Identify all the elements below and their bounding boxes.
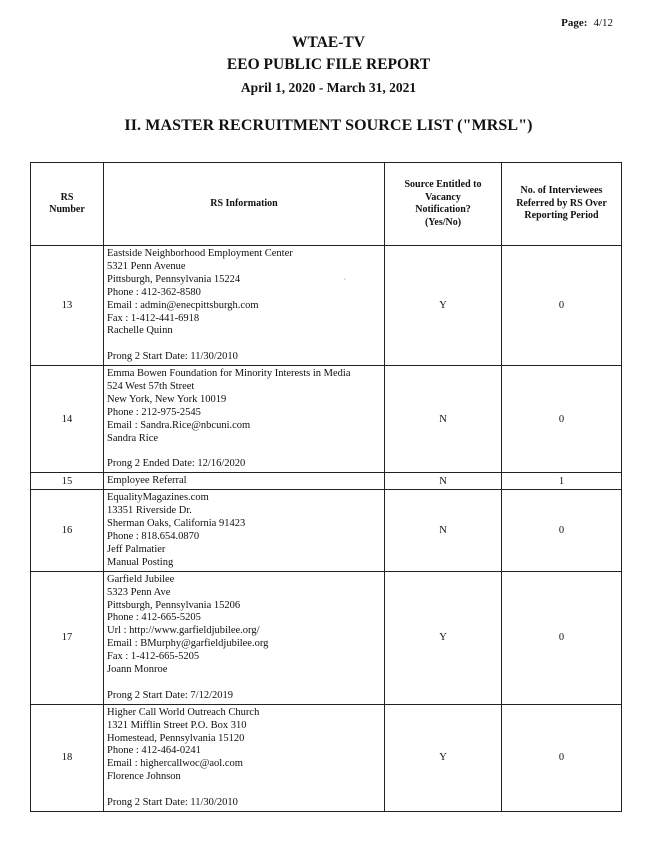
rs-info-line: 1321 Mifflin Street P.O. Box 310 — [107, 719, 247, 731]
blank-line — [107, 784, 381, 797]
col-interviewees — [502, 163, 622, 246]
col-interviewees-label: No. of Interviewees Referred by RS Over Reporting Period — [516, 185, 607, 222]
interviewees-cell: 0 — [502, 571, 622, 704]
rs-info-line: 13351 Riverside Dr. — [107, 505, 192, 517]
section-title: II. MASTER RECRUITMENT SOURCE LIST ("MRSL") — [124, 117, 533, 134]
rs-information-cell — [104, 704, 385, 811]
col-source-entitled — [385, 163, 502, 246]
rs-number-cell: 18 — [31, 704, 104, 811]
rs-info-line: Phone : 412-362-8580 — [107, 286, 201, 298]
rs-info-line: Employee Referral — [107, 475, 187, 487]
col-rs-number-label: RS Number — [49, 191, 85, 215]
rs-info-line: EqualityMagazines.com — [107, 492, 209, 504]
rs-info-line: 5321 Penn Avenue — [107, 260, 186, 272]
mrsl-table — [30, 162, 622, 812]
rs-information-cell — [104, 366, 385, 473]
table-row — [31, 704, 622, 811]
table-row — [31, 246, 622, 366]
rs-info-line: Jeff Palmatier — [107, 543, 166, 555]
rs-info-line: Phone : 818.654.0870 — [107, 531, 200, 542]
rs-info-line: Garfield Jubilee — [107, 573, 175, 585]
rs-information-cell — [104, 246, 385, 366]
blank-line — [107, 446, 381, 459]
table-row — [31, 366, 622, 473]
scan-mark: ` — [343, 278, 347, 289]
rs-info-line: Higher Call World Outreach Church — [107, 706, 260, 718]
entitled-cell: Y — [385, 246, 502, 366]
table-row — [31, 571, 622, 704]
rs-info-line: Eastside Neighborhood Employment Center — [107, 248, 293, 259]
blank-line — [107, 677, 381, 690]
page-number-label: Page: — [561, 17, 588, 29]
rs-info-line: Fax : 1-412-441-6918 — [107, 312, 200, 324]
table-row — [31, 490, 622, 571]
rs-number-cell: 15 — [31, 473, 104, 490]
rs-info-line: Pittsburgh, Pennsylvania 15206 — [107, 599, 241, 611]
rs-info-line: Prong 2 Start Date: 7/12/2019 — [107, 689, 233, 701]
rs-info-line: Phone : 412-464-0241 — [107, 745, 201, 757]
interviewees-cell: 0 — [502, 490, 622, 571]
rs-info-line: Sherman Oaks, California 91423 — [107, 518, 246, 530]
rs-info-line: Email : admin@enecpittsburgh.com — [107, 299, 259, 311]
col-rs-information: RS Information — [104, 163, 385, 246]
interviewees-cell: 0 — [502, 246, 622, 366]
rs-info-line: Florence Johnson — [107, 771, 181, 783]
table-header-row — [31, 163, 622, 246]
report-period: April 1, 2020 - March 31, 2021 — [240, 80, 417, 95]
rs-info-line: Homestead, Pennsylvania 15120 — [107, 732, 245, 744]
rs-number-cell: 16 — [31, 490, 104, 571]
station-title: WTAE-TV — [292, 34, 365, 51]
rs-info-line: 5323 Penn Ave — [107, 586, 171, 598]
page-number — [561, 17, 613, 29]
rs-info-line: Prong 2 Start Date: 11/30/2010 — [107, 351, 238, 363]
table-row — [31, 473, 622, 490]
col-source-entitled-label: Source Entitled to Vacancy Notification? (Yes/No) — [404, 179, 482, 228]
rs-info-line: Pittsburgh, Pennsylvania 15224 — [107, 273, 241, 285]
interviewees-cell: 1 — [502, 473, 622, 490]
rs-info-line: Rachelle Quinn — [107, 325, 173, 337]
rs-number-cell: 14 — [31, 366, 104, 473]
entitled-cell: Y — [385, 571, 502, 704]
entitled-cell: N — [385, 366, 502, 473]
rs-info-line: Emma Bowen Foundation for Minority Interests in Media — [107, 368, 351, 380]
entitled-cell: Y — [385, 704, 502, 811]
page-number-value: 4/12 — [593, 17, 613, 29]
rs-info-line: 524 West 57th Street — [107, 381, 195, 393]
interviewees-cell: 0 — [502, 366, 622, 473]
entitled-cell: N — [385, 490, 502, 571]
rs-info-line: Fax : 1-412-665-5205 — [107, 651, 200, 663]
rs-info-line: Sandra Rice — [107, 432, 159, 444]
rs-info-line: Prong 2 Ended Date: 12/16/2020 — [107, 458, 246, 470]
entitled-cell: N — [385, 473, 502, 490]
rs-info-line: Url : http://www.garfieldjubilee.org/ — [107, 625, 260, 637]
rs-information-cell — [104, 571, 385, 704]
rs-info-line: Email : highercallwoc@aol.com — [107, 758, 243, 770]
interviewees-cell: 0 — [502, 704, 622, 811]
rs-info-line: Manual Posting — [107, 556, 174, 568]
rs-info-line: Phone : 412-665-5205 — [107, 612, 201, 624]
report-title: EEO PUBLIC FILE REPORT — [226, 56, 431, 73]
rs-number-cell: 13 — [31, 246, 104, 366]
rs-info-line: Joann Monroe — [107, 664, 168, 676]
rs-info-line: Prong 2 Start Date: 11/30/2010 — [107, 797, 238, 809]
rs-information-cell — [104, 490, 385, 571]
rs-number-cell: 17 — [31, 571, 104, 704]
rs-info-line: Email : BMurphy@garfieldjubilee.org — [107, 638, 269, 650]
col-rs-number — [31, 163, 104, 246]
blank-line — [107, 338, 381, 351]
rs-information-cell — [104, 473, 385, 490]
rs-info-line: Email : Sandra.Rice@nbcuni.com — [107, 419, 251, 431]
rs-info-line: New York, New York 10019 — [107, 393, 227, 405]
rs-info-line: Phone : 212-975-2545 — [107, 406, 201, 418]
